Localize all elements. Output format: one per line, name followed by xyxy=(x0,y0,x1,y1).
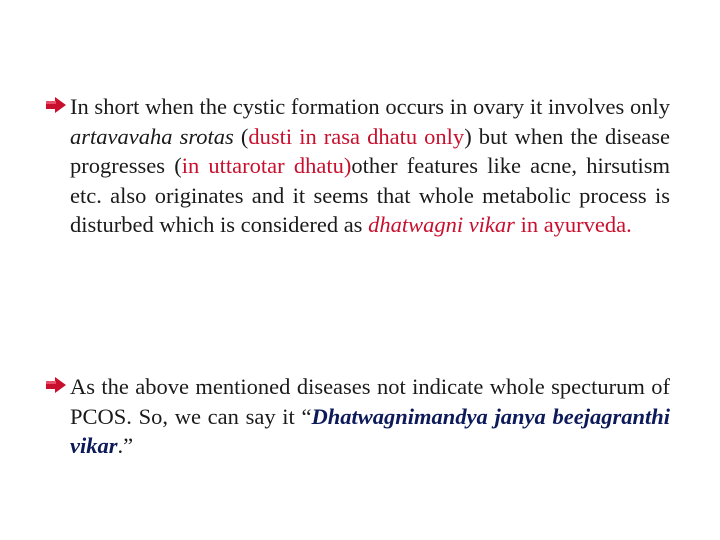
bullet-paragraph-1 xyxy=(70,92,670,240)
text-segment: ( xyxy=(233,123,249,149)
text-segment: In short when the cystic formation occurs in ovary it involves only xyxy=(70,94,670,119)
red-arrow-bullet-icon xyxy=(46,377,66,393)
bullet-item-1 xyxy=(46,92,686,240)
text-segment: .” xyxy=(117,433,134,458)
term-artavavaha-srotas: artavavaha srotas xyxy=(70,123,234,149)
bullet-paragraph-2 xyxy=(70,372,670,461)
highlight-uttarotar: in uttarotar dhatu) xyxy=(181,153,352,178)
highlight-dusti: dusti in rasa dhatu only xyxy=(248,123,465,149)
text-segment: other features like acne, hirsutism etc. also originates and it seems that whole metabolic process is disturbed which is considered as xyxy=(70,153,670,237)
term-dhatwagnimandya: Dhatwagnimandya janya beejagranthi vikar xyxy=(70,403,670,458)
bullet-item-2 xyxy=(46,372,686,461)
term-dhatwagni-vikar: dhatwagni vikar xyxy=(368,212,515,237)
highlight-ayurveda: in ayurveda. xyxy=(514,212,632,237)
red-arrow-bullet-icon xyxy=(46,97,66,113)
text-segment: ) but when the disease progresses ( xyxy=(70,123,670,178)
text-segment: As the above mentioned diseases not indicate whole specturum of PCOS. So, we can say it “ xyxy=(70,374,670,429)
